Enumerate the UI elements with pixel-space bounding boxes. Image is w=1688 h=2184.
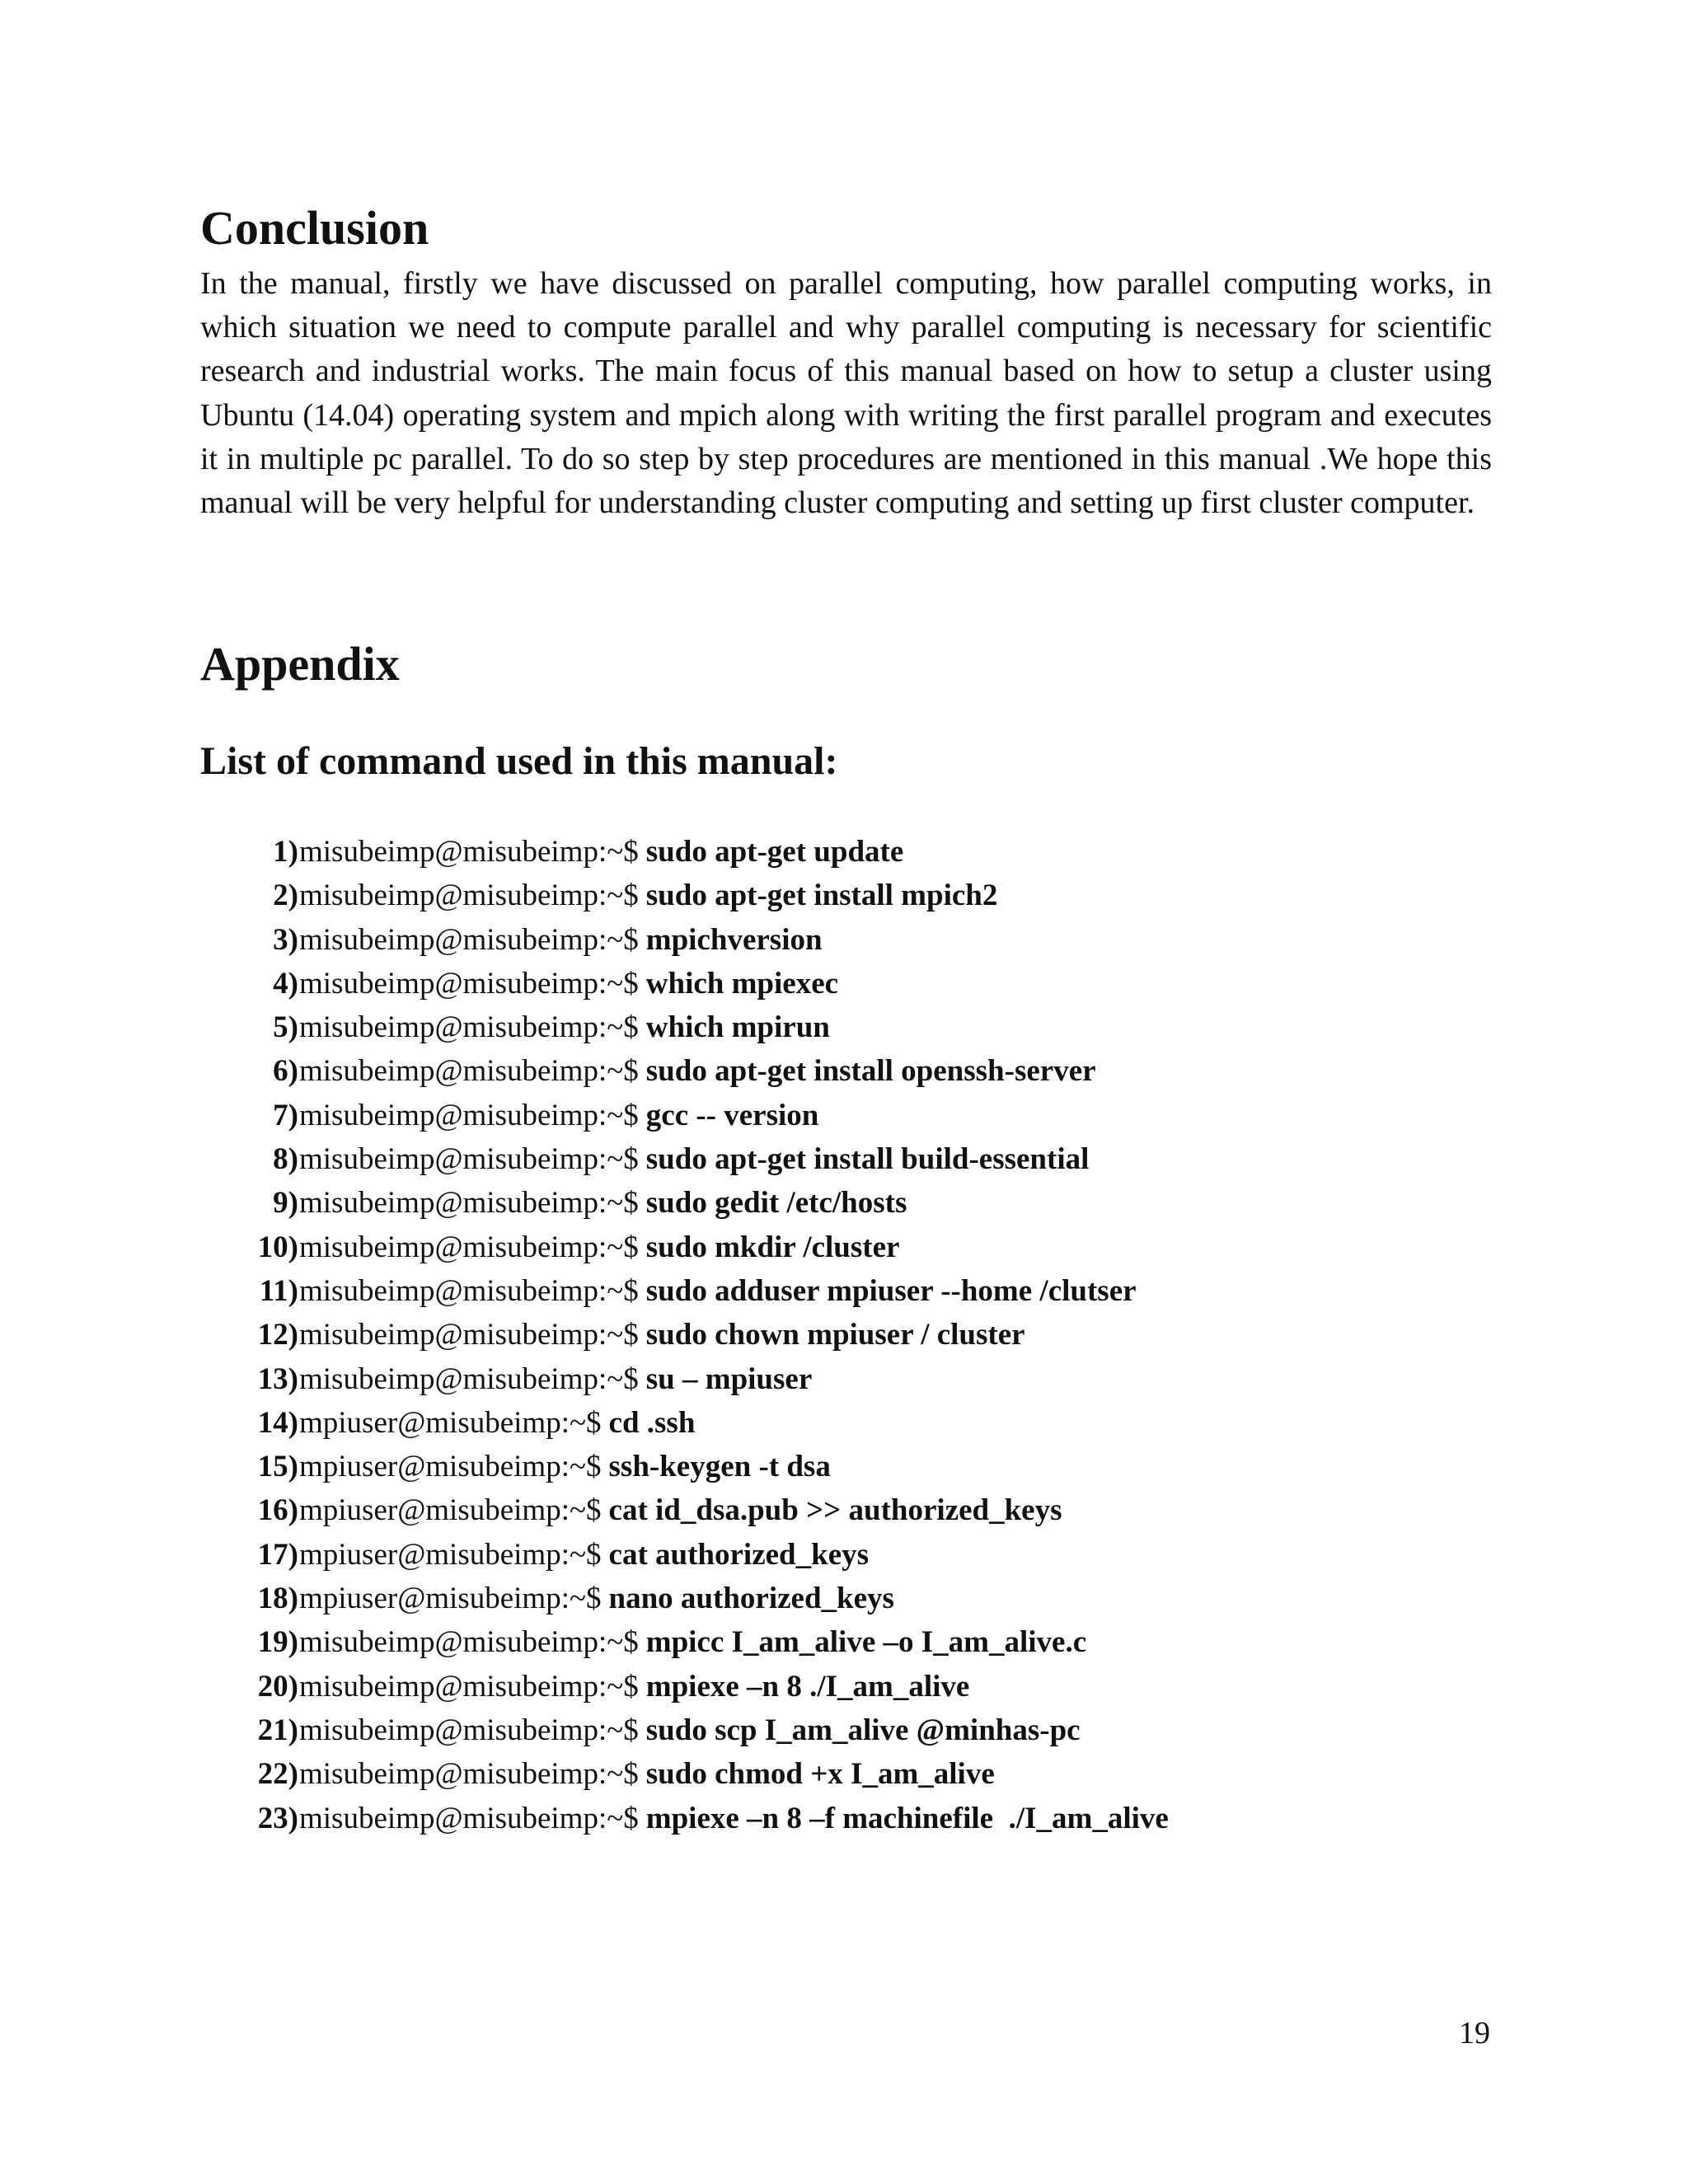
command-item <box>247 1137 1484 1181</box>
command-item <box>247 1797 1484 1840</box>
command-number: 3) <box>273 922 298 957</box>
command-text: sudo adduser mpiuser --home /clutser <box>645 1273 1137 1308</box>
command-prompt: mpiuser@misubeimp:~$ <box>299 1537 602 1572</box>
command-text: sudo chmod +x I_am_alive <box>645 1757 995 1792</box>
command-text: mpichversion <box>645 922 823 957</box>
command-text: su – mpiuser <box>645 1361 813 1396</box>
command-prompt: mpiuser@misubeimp:~$ <box>299 1493 602 1528</box>
command-prompt: misubeimp@misubeimp:~$ <box>299 966 639 1001</box>
command-number: 12) <box>257 1318 298 1352</box>
command-text: mpiexe –n 8 –f machinefile ./I_am_alive <box>645 1801 1169 1835</box>
command-prompt: misubeimp@misubeimp:~$ <box>299 1273 639 1308</box>
command-list-heading: List of command used in this manual: <box>200 739 838 783</box>
command-item <box>247 962 1484 1005</box>
command-item <box>247 1049 1484 1093</box>
command-text: cat id_dsa.pub >> authorized_keys <box>608 1493 1062 1528</box>
command-text: cd .ssh <box>608 1405 696 1440</box>
command-number: 17) <box>257 1537 298 1572</box>
command-number: 13) <box>257 1361 298 1396</box>
command-text: sudo apt-get install mpich2 <box>645 879 998 913</box>
command-text: mpicc I_am_alive –o I_am_alive.c <box>645 1625 1087 1660</box>
command-prompt: misubeimp@misubeimp:~$ <box>299 1230 639 1264</box>
command-item <box>247 1401 1484 1445</box>
page-number: 19 <box>1459 2016 1490 2050</box>
command-number: 22) <box>257 1757 298 1792</box>
command-number: 6) <box>273 1054 298 1089</box>
command-prompt: misubeimp@misubeimp:~$ <box>299 1054 639 1089</box>
command-text: sudo apt-get install build-essential <box>645 1142 1090 1177</box>
command-list <box>247 830 1484 1840</box>
command-text: sudo gedit /etc/hosts <box>645 1186 907 1221</box>
command-text: which mpirun <box>645 1010 830 1045</box>
command-prompt: misubeimp@misubeimp:~$ <box>299 1318 639 1352</box>
command-prompt: misubeimp@misubeimp:~$ <box>299 1098 639 1132</box>
command-number: 15) <box>257 1450 298 1484</box>
command-item <box>247 1708 1484 1752</box>
command-number: 20) <box>257 1669 298 1704</box>
command-prompt: misubeimp@misubeimp:~$ <box>299 835 639 869</box>
command-prompt: misubeimp@misubeimp:~$ <box>299 1757 639 1792</box>
command-number: 8) <box>273 1142 298 1177</box>
command-prompt: misubeimp@misubeimp:~$ <box>299 1361 639 1396</box>
command-text: gcc -- version <box>645 1098 819 1132</box>
command-number: 23) <box>257 1801 298 1835</box>
command-text: which mpiexec <box>645 966 839 1001</box>
conclusion-heading: Conclusion <box>200 201 429 255</box>
command-item <box>247 1488 1484 1532</box>
command-text: sudo scp I_am_alive @minhas-pc <box>645 1713 1081 1747</box>
command-item <box>247 1313 1484 1357</box>
command-prompt: misubeimp@misubeimp:~$ <box>299 922 639 957</box>
command-item <box>247 1005 1484 1049</box>
command-item <box>247 1094 1484 1137</box>
command-number: 5) <box>273 1010 298 1045</box>
command-item <box>247 1665 1484 1708</box>
command-prompt: misubeimp@misubeimp:~$ <box>299 1010 639 1045</box>
command-item <box>247 1577 1484 1620</box>
command-item <box>247 918 1484 962</box>
command-text: sudo chown mpiuser / cluster <box>645 1318 1025 1352</box>
command-prompt: misubeimp@misubeimp:~$ <box>299 1625 639 1660</box>
appendix-heading: Appendix <box>200 637 400 691</box>
command-number: 18) <box>257 1582 298 1616</box>
command-number: 1) <box>273 835 298 869</box>
command-prompt: misubeimp@misubeimp:~$ <box>299 1713 639 1747</box>
command-item <box>247 1226 1484 1269</box>
command-text: ssh-keygen -t dsa <box>608 1450 831 1484</box>
command-number: 7) <box>273 1098 298 1132</box>
command-text: sudo apt-get update <box>645 835 904 869</box>
command-number: 10) <box>257 1230 298 1264</box>
command-number: 16) <box>257 1493 298 1528</box>
command-number: 21) <box>257 1713 298 1747</box>
command-item <box>247 1445 1484 1488</box>
command-prompt: misubeimp@misubeimp:~$ <box>299 1801 639 1835</box>
command-number: 11) <box>259 1273 298 1308</box>
command-prompt: mpiuser@misubeimp:~$ <box>299 1405 602 1440</box>
command-prompt: mpiuser@misubeimp:~$ <box>299 1450 602 1484</box>
command-text: cat authorized_keys <box>608 1537 870 1572</box>
command-item <box>247 1533 1484 1577</box>
command-item <box>247 1620 1484 1664</box>
command-number: 9) <box>273 1186 298 1221</box>
command-text: sudo apt-get install openssh-server <box>645 1054 1096 1089</box>
command-item <box>247 1357 1484 1401</box>
command-item <box>247 830 1484 874</box>
command-prompt: misubeimp@misubeimp:~$ <box>299 1142 639 1177</box>
command-prompt: mpiuser@misubeimp:~$ <box>299 1582 602 1616</box>
command-prompt: misubeimp@misubeimp:~$ <box>299 1669 639 1704</box>
command-item <box>247 1269 1484 1313</box>
command-number: 19) <box>257 1625 298 1660</box>
command-item <box>247 1752 1484 1796</box>
command-text: mpiexe –n 8 ./I_am_alive <box>645 1669 970 1704</box>
command-number: 2) <box>273 879 298 913</box>
command-number: 4) <box>273 966 298 1001</box>
command-number: 14) <box>257 1405 298 1440</box>
command-text: sudo mkdir /cluster <box>645 1230 900 1264</box>
command-prompt: misubeimp@misubeimp:~$ <box>299 1186 639 1221</box>
command-item <box>247 874 1484 917</box>
command-text: nano authorized_keys <box>608 1582 894 1616</box>
conclusion-paragraph: In the manual, firstly we have discussed on parallel computing, how parallel computing works, in which situation we need to compute parallel and why parallel computing is necessary for scientific research and industrial works. The main focus of this manual based on how to setup a cluster using Ubuntu (14.04) operating system and mpich along with writing the first parallel program and executes it in multiple pc parallel. To do so step by step procedures are mentioned in this manual .We hope this manual will be very helpful for understanding cluster computing and setting up first cluster computer. <box>200 266 1492 521</box>
command-item <box>247 1181 1484 1225</box>
command-prompt: misubeimp@misubeimp:~$ <box>299 879 639 913</box>
